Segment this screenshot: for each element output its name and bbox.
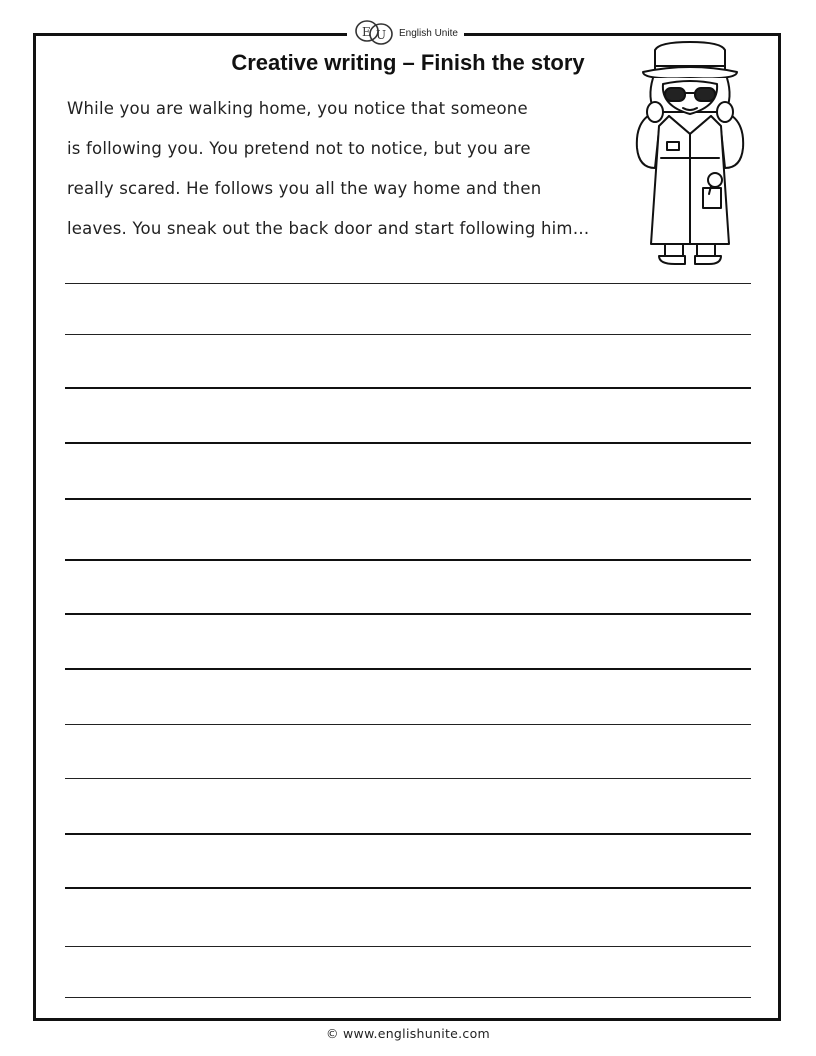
prompt-line: While you are walking home, you notice that someone xyxy=(67,99,528,118)
english-unite-logo-icon xyxy=(353,18,395,48)
story-prompt xyxy=(67,95,642,255)
writing-line xyxy=(65,997,751,998)
writing-line xyxy=(65,334,751,335)
detective-illustration-icon xyxy=(625,38,755,266)
writing-line xyxy=(65,778,751,779)
svg-text:U: U xyxy=(376,28,387,42)
writing-line xyxy=(65,442,751,444)
writing-line xyxy=(65,498,751,500)
prompt-line: is following you. You pretend not to notice, but you are xyxy=(67,139,531,158)
brand-header xyxy=(347,18,464,48)
writing-line xyxy=(65,559,751,561)
svg-text:E: E xyxy=(362,25,371,39)
writing-line xyxy=(65,613,751,615)
page-title: Creative writing – Finish the story xyxy=(231,50,585,75)
writing-line xyxy=(65,946,751,947)
brand-name: English Unite xyxy=(399,27,458,39)
writing-line xyxy=(65,833,751,835)
writing-line xyxy=(65,387,751,389)
writing-line xyxy=(65,887,751,889)
prompt-line: leaves. You sneak out the back door and start following him… xyxy=(67,219,590,238)
writing-line xyxy=(65,668,751,670)
prompt-line: really scared. He follows you all the way home and then xyxy=(67,179,542,198)
writing-line xyxy=(65,724,751,725)
writing-line xyxy=(65,283,751,284)
copyright-footer: © www.englishunite.com xyxy=(325,1026,491,1041)
